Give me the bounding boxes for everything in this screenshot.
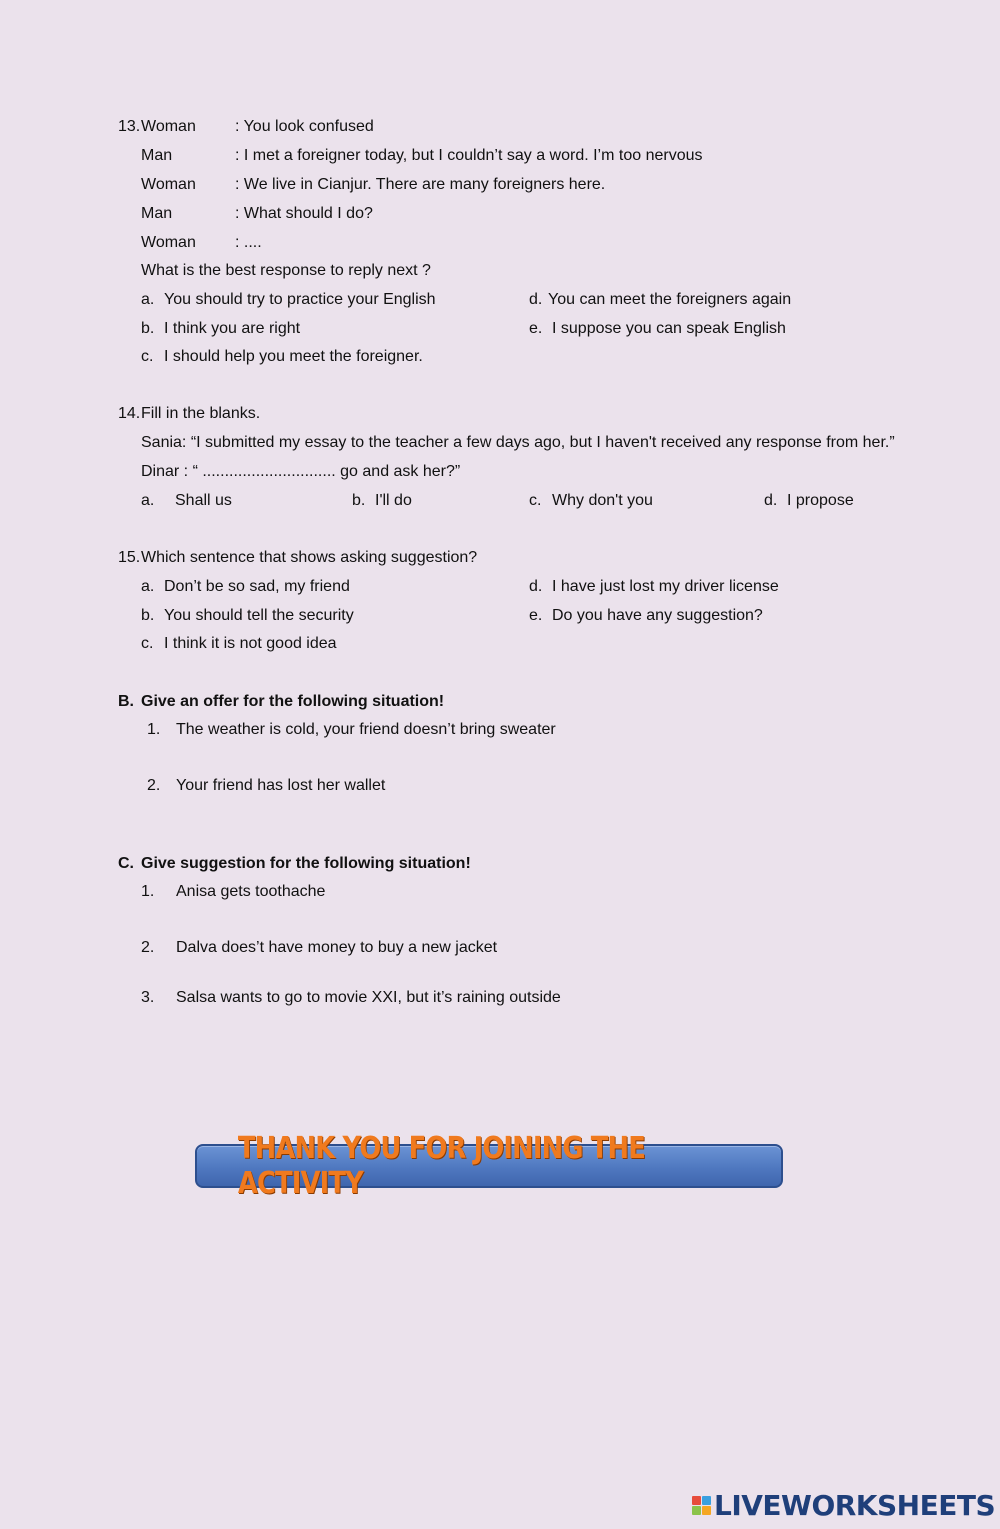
- option-text[interactable]: Why don't you: [552, 492, 653, 509]
- option-letter: c.: [529, 492, 542, 509]
- item-text: Dalva does’t have money to buy a new jacket: [176, 939, 498, 956]
- option-text[interactable]: You should try to practice your English: [164, 291, 436, 308]
- dialogue-line: : What should I do?: [235, 205, 373, 222]
- dialogue-line: : You look confused: [235, 118, 374, 135]
- section-letter: C.: [118, 855, 134, 872]
- thank-you-banner: [195, 1131, 783, 1201]
- option-text[interactable]: You should tell the security: [164, 607, 354, 624]
- liveworksheets-logo-icon: [692, 1496, 711, 1515]
- question-text: What is the best response to reply next ?: [141, 262, 431, 279]
- logo-text: LIVEWORKSHEETS: [714, 1488, 996, 1522]
- dialogue-line: : ....: [235, 234, 262, 251]
- option-letter: a.: [141, 291, 155, 308]
- option-text[interactable]: I think you are right: [164, 320, 301, 337]
- liveworksheets-logo[interactable]: [692, 1488, 995, 1522]
- option-letter: d.: [529, 578, 543, 595]
- item-number: 2.: [147, 777, 161, 794]
- speaker-label: Woman: [141, 176, 196, 193]
- dialogue-line-blank: Dinar : “ .............................. go and ask her?”: [141, 463, 461, 480]
- item-text: Your friend has lost her wallet: [176, 777, 386, 794]
- item-text: Salsa wants to go to movie XXI, but it’s raining outside: [176, 989, 561, 1006]
- item-number: 3.: [141, 989, 155, 1006]
- option-letter: a.: [141, 492, 155, 509]
- option-letter: a.: [141, 578, 155, 595]
- option-text[interactable]: I'll do: [375, 492, 412, 509]
- option-text[interactable]: You can meet the foreigners again: [548, 291, 792, 308]
- option-letter: b.: [141, 607, 155, 624]
- option-text[interactable]: I suppose you can speak English: [552, 320, 786, 337]
- item-number: 2.: [141, 939, 155, 956]
- dialogue-line: : I met a foreigner today, but I couldn’t say a word. I’m too nervous: [235, 147, 703, 164]
- option-letter: d.: [764, 492, 778, 509]
- option-text[interactable]: Do you have any suggestion?: [552, 607, 763, 624]
- option-text[interactable]: Shall us: [175, 492, 232, 509]
- option-letter: e.: [529, 320, 543, 337]
- item-text: The weather is cold, your friend doesn’t bring sweater: [176, 721, 556, 738]
- item-number: 1.: [141, 883, 155, 900]
- dialogue-line: : We live in Cianjur. There are many foreigners here.: [235, 176, 606, 193]
- section-letter: B.: [118, 693, 134, 710]
- question-text: Which sentence that shows asking suggestion?: [141, 549, 478, 566]
- question-number: 15.: [118, 549, 141, 566]
- option-letter: c.: [141, 348, 154, 365]
- option-letter: d.: [529, 291, 543, 308]
- question-number: 14.: [118, 405, 141, 422]
- option-letter: c.: [141, 635, 154, 652]
- option-text[interactable]: I think it is not good idea: [164, 635, 337, 652]
- option-letter: e.: [529, 607, 543, 624]
- option-text[interactable]: I propose: [787, 492, 854, 509]
- speaker-label: Woman: [141, 118, 196, 135]
- option-text[interactable]: I have just lost my driver license: [552, 578, 779, 595]
- option-letter: b.: [352, 492, 366, 509]
- banner-text: THANK YOU FOR JOINING THE ACTIVITY: [237, 1131, 646, 1201]
- speaker-label: Woman: [141, 234, 196, 251]
- option-text[interactable]: I should help you meet the foreigner.: [164, 348, 423, 365]
- speaker-label: Man: [141, 147, 173, 164]
- item-number: 1.: [147, 721, 161, 738]
- question-instruction: Fill in the blanks.: [141, 405, 261, 422]
- option-letter: b.: [141, 320, 155, 337]
- section-title: Give suggestion for the following situation!: [141, 855, 471, 872]
- speaker-label: Man: [141, 205, 173, 222]
- item-text: Anisa gets toothache: [176, 883, 326, 900]
- section-title: Give an offer for the following situation!: [141, 693, 445, 710]
- question-number: 13.: [118, 118, 141, 135]
- dialogue-line: Sania: “I submitted my essay to the teacher a few days ago, but I haven't received any response from her.”: [141, 434, 895, 451]
- option-text[interactable]: Don’t be so sad, my friend: [164, 578, 350, 595]
